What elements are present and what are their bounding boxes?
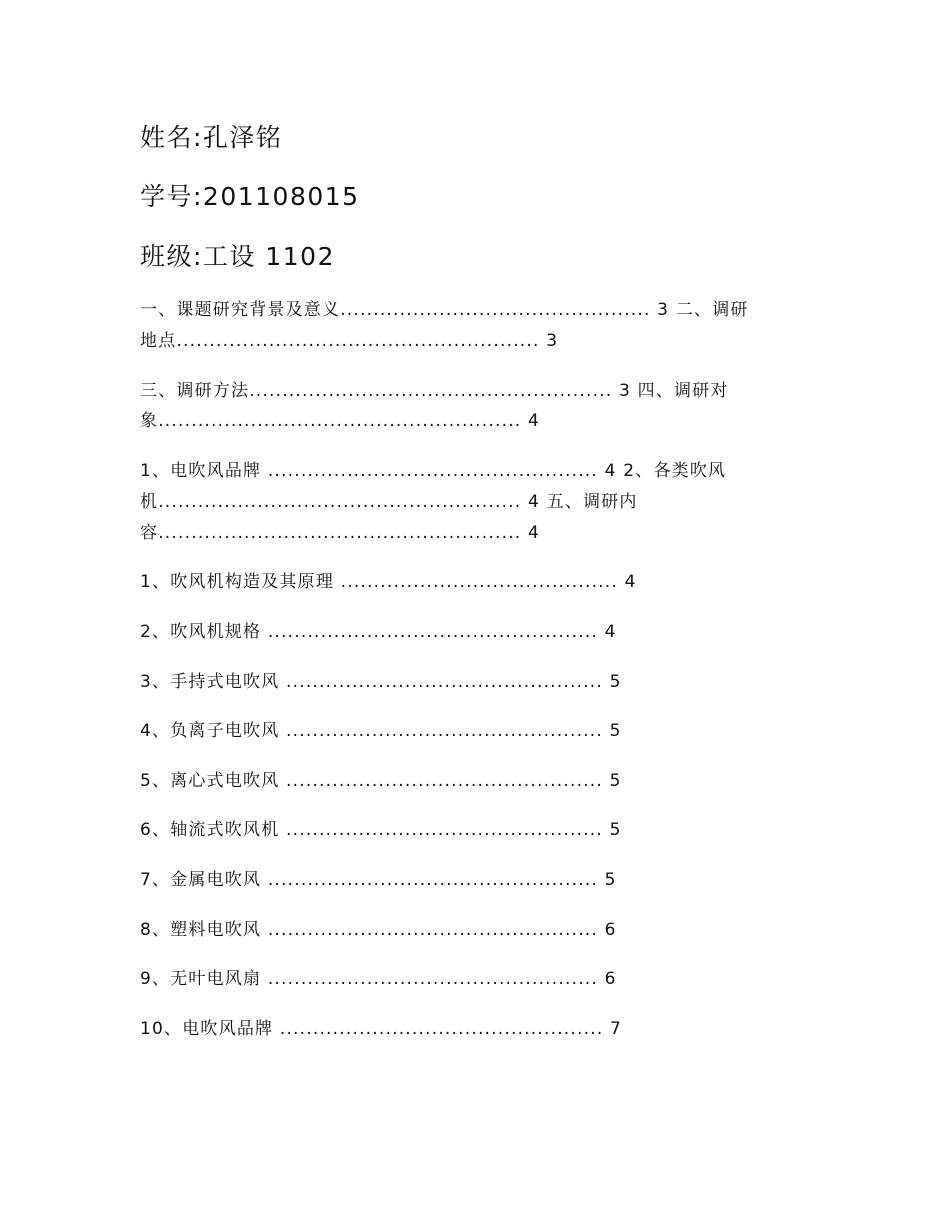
name-line: 姓名:孔泽铭 xyxy=(140,123,283,152)
toc-line: 7、金属电吹风 .................................................. 5 xyxy=(140,870,617,890)
toc-line: 机....................................................... 4 五、调研内 xyxy=(140,492,638,512)
toc-line: 5、离心式电吹风 ................................................ 5 xyxy=(140,771,622,791)
student-id-line: 学号:201108015 xyxy=(140,182,360,211)
toc-line: 2、吹风机规格 .................................................. 4 xyxy=(140,622,617,642)
toc-line: 一、课题研究背景及意义............................................... 3 二、调研 xyxy=(140,300,749,320)
toc-line: 9、无叶电风扇 .................................................. 6 xyxy=(140,969,617,989)
toc-line: 8、塑料电吹风 .................................................. 6 xyxy=(140,920,617,940)
toc-line: 三、调研方法....................................................... 3 四、调研对 xyxy=(140,381,729,401)
toc-line: 4、负离子电吹风 ................................................ 5 xyxy=(140,721,622,741)
class-line: 班级:工设 1102 xyxy=(140,242,335,271)
toc-line: 6、轴流式吹风机 ................................................ 5 xyxy=(140,820,622,840)
toc-line: 3、手持式电吹风 ................................................ 5 xyxy=(140,672,622,692)
toc-line: 10、电吹风品牌 ................................................. 7 xyxy=(140,1019,623,1039)
toc-line: 地点....................................................... 3 xyxy=(140,331,559,351)
toc-line: 容....................................................... 4 xyxy=(140,523,541,543)
toc-line: 1、吹风机构造及其原理 .......................................... 4 xyxy=(140,572,637,592)
toc-line: 1、电吹风品牌 .................................................. 4 2、各类吹风 xyxy=(140,461,727,481)
toc-line: 象....................................................... 4 xyxy=(140,411,541,431)
